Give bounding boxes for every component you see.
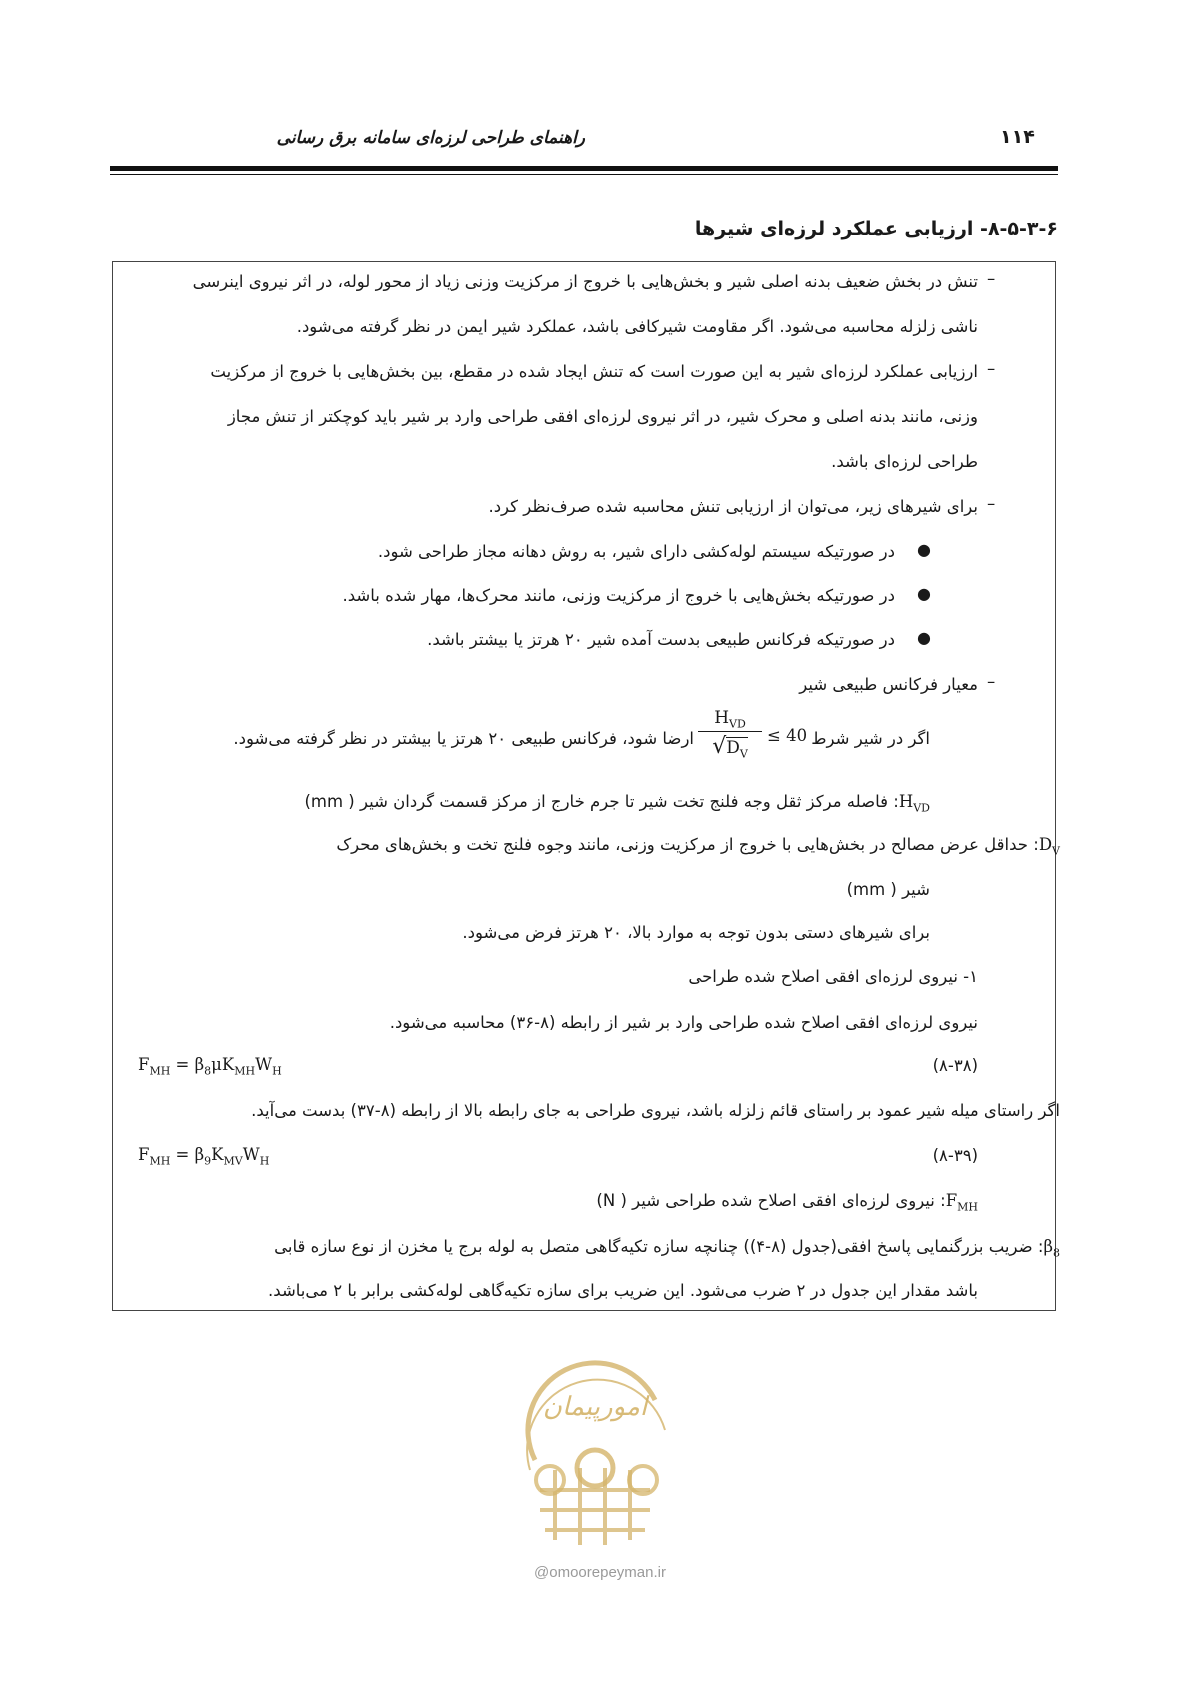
beta8-definition-line-1 [274,1236,1060,1264]
fraction-denominator-symbol: D [726,738,740,759]
dv-symbol-letter: D [1038,835,1053,854]
section-heading: ۸-۵-۳-۶- ارزیابی عملکرد لرزه‌ای شیرها [694,218,1058,240]
hvd-symbol-subscript: VD [913,801,930,815]
bullet-item-3: در صورتیکه فرکانس طبیعی بدست آمده شیر ۲۰ هرتز یا بیشتر باشد. [427,630,895,649]
equation-38: $F_{MH} = \beta_8\mu K_{MH}W_H$ [138,1055,282,1078]
condition-post: ارضا شود، فرکانس طبیعی ۲۰ هرتز یا بیشتر در نظر گرفته می‌شود. [233,729,694,748]
paragraph-2-line-2: وزنی، مانند بدنه اصلی و محرک شیر، در اثر نیروی لرزه‌ای افقی طراحی وارد بر شیر باید کوچکتر از تنش مجاز [227,407,978,426]
paragraph-4: معیار فرکانس طبیعی شیر [799,675,978,694]
dv-definition-text: : حداقل عرض مصالح در بخش‌هایی با خروج از مرکزیت وزنی، مانند وجوه فلنج تخت و بخش‌های محرک [336,835,1039,854]
header-title: راهنمای طراحی لرزه‌ای سامانه برق رسانی [276,128,585,148]
header-rule-thick [110,166,1058,171]
item-1-description: نیروی لرزه‌ای افقی اصلاح شده طراحی وارد بر شیر از رابطه (۸-۳۶) محاسبه می‌شود. [389,1013,978,1032]
equation-39-number: (۸-۳۹) [932,1146,978,1165]
fraction-denominator-subscript: V [739,747,748,761]
beta8-definition-line-2: باشد مقدار این جدول در ۲ ضرب می‌شود. این ضریب برای سازه تکیه‌گاهی لوله‌کشی برابر با ۲ می‌باشد. [268,1281,978,1300]
logo-text: امورپیمان [542,1392,648,1422]
vertical-note: اگر راستای میله شیر عمود بر راستای قائم زلزله باشد، نیروی طراحی به جای رابطه بالا از رابطه (۸-۳۷) بدست می‌آید. [251,1101,1060,1120]
page-number: ۱۱۴ [1000,126,1035,148]
paragraph-1-line-1: تنش در بخش ضعیف بدنه اصلی شیر و بخش‌هایی با خروج از مرکزیت وزنی زیاد از محور لوله، در اثر نیروی اینرسی [192,272,978,291]
bullet-marker: ● [917,584,931,603]
bullet-item-2: در صورتیکه بخش‌هایی با خروج از مرکزیت وزنی، مانند محرک‌ها، مهار شده باشد. [342,586,895,605]
header-rule-thin [110,174,1058,175]
watermark-logo [495,1340,695,1555]
item-1-heading: ۱- نیروی لرزه‌ای افقی اصلاح شده طراحی [688,967,978,986]
sqrt-radicand [726,737,748,761]
hvd-symbol-letter: H [898,792,914,811]
logo-gear-center [577,1450,613,1486]
frequency-fraction [698,708,762,761]
beta8-symbol-letter: β [1043,1237,1053,1256]
paragraph-2-line-1: ارزیابی عملکرد لرزه‌ای شیر به این صورت است که تنش ایجاد شده در مقطع، بین بخش‌هایی با خروج از مرکزیت [210,362,978,381]
bullet-marker: ● [917,628,931,647]
fraction-numerator-subscript: VD [729,717,746,731]
watermark-site: @omoorepeyman.ir [534,1564,666,1581]
beta8-definition-text: : ضریب بزرگنمایی پاسخ افقی(جدول (۸-۴)) چنانچه سازه تکیه‌گاهی متصل به لوله برج یا مخزن از نوع سازه قابی [274,1237,1044,1256]
dash-marker: – [987,359,996,378]
fmh-symbol-subscript: MH [957,1200,978,1214]
fmh-symbol-letter: F [945,1191,958,1210]
bullet-marker: ● [917,540,931,559]
hvd-symbol [898,792,930,815]
fraction-numerator-symbol: H [714,708,730,728]
logo-grid [540,1468,650,1545]
beta8-symbol-subscript: 8 [1053,1246,1060,1260]
paragraph-1-line-2: ناشی زلزله محاسبه می‌شود. اگر مقاومت شیرکافی باشد، عملکرد شیر ایمن در نظر گرفته می‌شود. [296,317,978,336]
paragraph-2-line-3: طراحی لرزه‌ای باشد. [831,452,978,471]
manual-valves-note: برای شیرهای دستی بدون توجه به موارد بالا، ۲۰ هرتز فرض می‌شود. [462,923,930,942]
equation-39: $F_{MH} = \beta_9K_{MV}W_H$ [138,1145,270,1168]
dv-definition-line-2: شیر ( mm) [846,880,930,899]
bullet-item-1: در صورتیکه سیستم لوله‌کشی دارای شیر، به روش دهانه مجاز طراحی شود. [377,542,895,561]
dv-symbol [1038,835,1060,858]
sqrt-sign: √ [712,734,727,760]
fraction-denominator [698,732,762,760]
fmh-definition-text: : نیروی لرزه‌ای افقی اصلاح شده طراحی شیر ( N) [596,1191,946,1210]
fraction-numerator [698,708,762,732]
condition-relation: ≤ 40 [767,726,808,745]
hvd-definition [304,791,930,819]
dash-marker: – [987,269,996,288]
hvd-definition-text: : فاصله مرکز ثقل وجه فلنج تخت شیر تا جرم خارج از مرکز قسمت گردان شیر ( mm) [304,792,899,811]
paragraph-3: برای شیرهای زیر، می‌توان از ارزیابی تنش محاسبه شده صرف‌نظر کرد. [488,497,978,516]
equation-38-number: (۸-۳۸) [932,1056,978,1075]
condition-pre: اگر در شیر شرط [811,729,930,748]
beta8-symbol [1043,1237,1060,1260]
dash-marker: – [987,672,996,691]
fmh-definition [596,1190,978,1218]
dv-symbol-subscript: V [1052,844,1060,858]
dash-marker: – [987,494,996,513]
dv-definition-line-1 [336,834,1060,862]
fmh-symbol [945,1191,978,1214]
